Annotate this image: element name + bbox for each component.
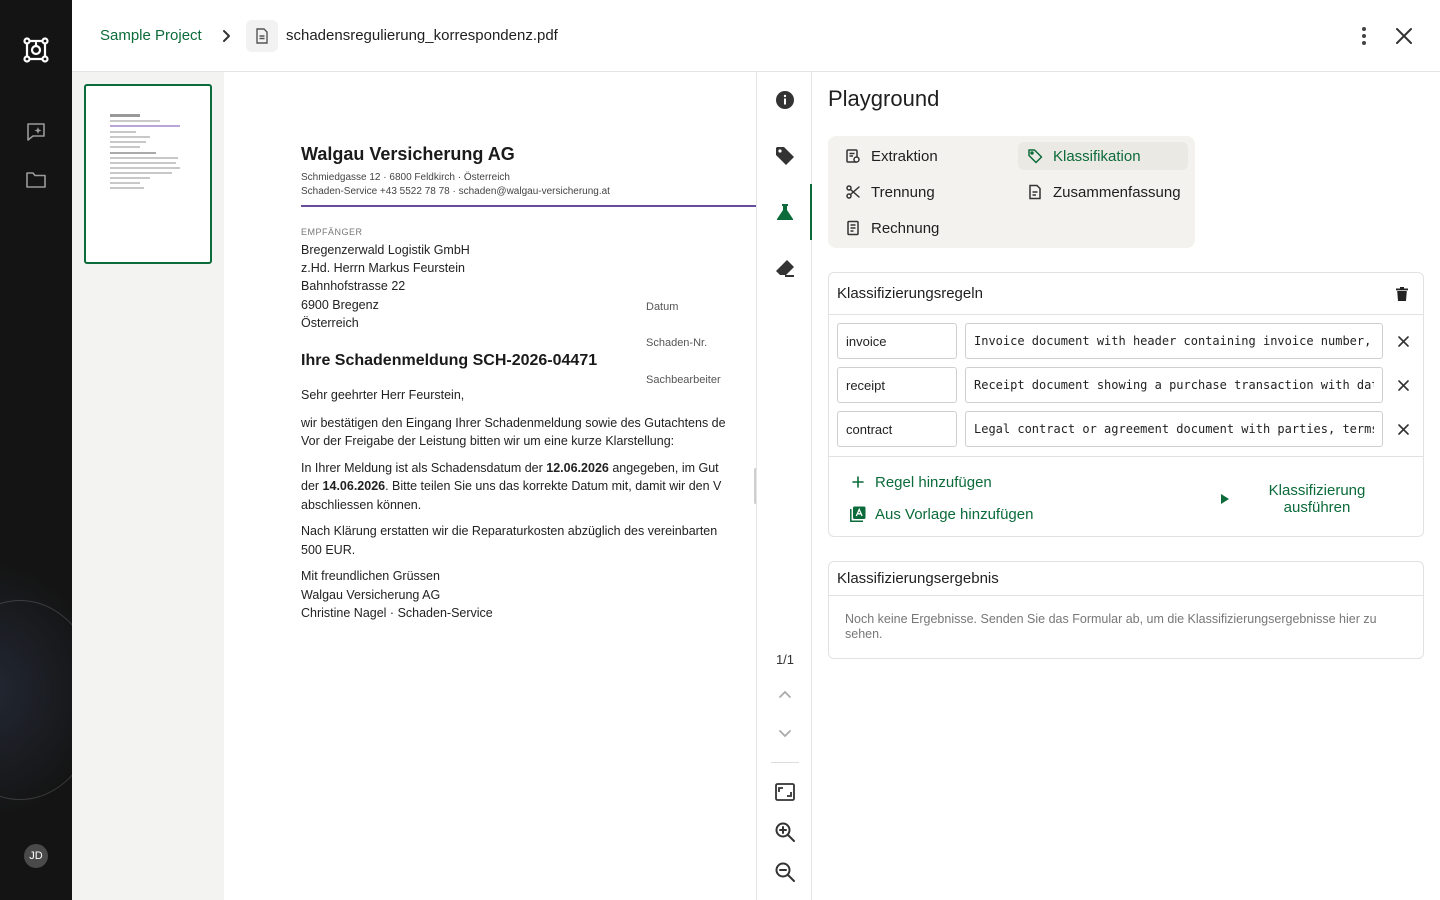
run-classification-button[interactable] <box>1215 479 1395 519</box>
eraser-icon[interactable] <box>773 256 797 280</box>
recipient-line: Bregenzerwald Logistik GmbH <box>301 243 470 257</box>
rules-title: Klassifizierungsregeln <box>837 285 983 302</box>
toolbar-divider <box>771 762 799 763</box>
letter-paragraph-3 <box>301 522 756 559</box>
add-from-template-button[interactable] <box>849 505 1033 523</box>
paragraph-text: der <box>301 479 323 494</box>
tag-icon[interactable] <box>773 144 797 168</box>
letter-closing <box>301 567 756 623</box>
chevron-right-icon <box>216 26 236 46</box>
result-title: Klassifizierungsergebnis <box>837 570 999 587</box>
tab-trennung[interactable] <box>836 178 1006 206</box>
tab-label: Klassifikation <box>1053 147 1141 165</box>
rule-name-input[interactable] <box>837 411 957 447</box>
paragraph-line: 500 EUR. <box>301 542 356 557</box>
breadcrumb-file-name: schadensregulierung_korrespondenz.pdf <box>286 27 558 44</box>
recipient-line: Österreich <box>301 315 359 330</box>
meta-label-handler: Sachbearbeiter <box>646 374 721 386</box>
page-thumbnails <box>72 72 224 900</box>
paragraph-text: In Ihrer Meldung ist als Schadensdatum der <box>301 460 547 475</box>
letter-salutation: Sehr geehrter Herr Feurstein, <box>301 388 465 403</box>
app-rail <box>0 0 72 900</box>
paragraph-line: wir bestätigen den Eingang Ihrer Schadenmeldung sowie des Gutachtens de <box>301 415 726 430</box>
add-rule-button[interactable] <box>849 473 992 491</box>
tab-rechnung[interactable] <box>836 214 1006 242</box>
chevron-down-icon[interactable] <box>773 722 797 746</box>
tab-klassifikation[interactable] <box>1018 142 1188 170</box>
plus-icon <box>849 473 867 491</box>
result-card-header <box>829 562 1423 596</box>
tab-label: Extraktion <box>871 147 938 165</box>
flask-icon[interactable] <box>773 200 797 224</box>
letterhead-company: Walgau Versicherung AG <box>301 144 515 164</box>
closing-line: Mit freundlichen Grüssen <box>301 569 440 584</box>
letter-subject: Ihre Schadenmeldung SCH-2026-04471 <box>301 352 598 370</box>
paragraph-text: angegeben, im Gut <box>608 460 719 475</box>
classification-rules-card <box>828 272 1424 537</box>
remove-rule-icon[interactable] <box>1393 419 1413 439</box>
more-vertical-icon[interactable] <box>1352 24 1376 48</box>
template-icon <box>849 505 867 523</box>
result-empty-message: Noch keine Ergebnisse. Senden Sie das Formular ab, um die Klassifizierungsergebnisse hier zu sehen. <box>845 612 1377 641</box>
chevron-up-icon[interactable] <box>773 682 797 706</box>
close-icon[interactable] <box>1392 24 1416 48</box>
page-indicator: 1/1 <box>775 652 795 667</box>
tag-outline-icon <box>1026 147 1044 165</box>
classification-result-card <box>828 561 1424 659</box>
paragraph-text: . Bitte teilen Sie uns das korrekte Datum mit, damit wir den V <box>385 479 722 494</box>
add-from-template-label: Aus Vorlage hinzufügen <box>875 505 1034 523</box>
rail-decoration <box>0 600 72 800</box>
remove-rule-icon[interactable] <box>1393 375 1413 395</box>
rule-name-input[interactable] <box>837 367 957 403</box>
play-icon <box>1215 489 1235 509</box>
extraction-icon <box>844 147 862 165</box>
meta-label-date: Datum <box>646 301 679 313</box>
recipient-label: EMPFÄNGER <box>301 227 363 237</box>
letterhead-contact: Schaden-Service +43 5522 78 78 · schaden@walgau-versicherung.at <box>301 186 610 197</box>
letterhead-address: Schmiedgasse 12 · 6800 Feldkirch · Österreich <box>301 172 510 183</box>
document-toolbar <box>756 72 812 900</box>
damage-date-report: 14.06.2026 <box>322 479 386 494</box>
meta-label-claim-number: Schaden-Nr. <box>646 337 708 349</box>
letter-paragraph-1 <box>301 414 756 451</box>
tab-label: Trennung <box>871 183 935 201</box>
rule-row <box>829 315 1423 359</box>
top-header <box>72 0 1440 72</box>
recipient-line: Bahnhofstrasse 22 <box>301 279 406 294</box>
remove-rule-icon[interactable] <box>1393 331 1413 351</box>
recipient-line: 6900 Bregenz <box>301 297 379 312</box>
fit-page-icon[interactable] <box>773 780 797 804</box>
paragraph-line: Nach Klärung erstatten wir die Reparaturkosten abzüglich des vereinbarten <box>301 524 718 539</box>
run-classification-label: Klassifizierung ausführen <box>1268 482 1366 516</box>
letterhead-divider <box>301 205 756 207</box>
scissors-icon <box>844 183 862 201</box>
ai-chat-icon[interactable] <box>24 120 48 144</box>
tab-label: Rechnung <box>871 219 940 237</box>
paragraph-text: abschliessen können. <box>301 497 422 512</box>
paragraph-line: Vor der Freigabe der Leistung bitten wir um eine kurze Klarstellung: <box>301 434 675 449</box>
rule-description-input[interactable] <box>965 411 1383 447</box>
rule-row <box>829 359 1423 403</box>
add-rule-label: Regel hinzufügen <box>875 473 992 491</box>
zoom-in-icon[interactable] <box>773 820 797 844</box>
rules-card-header <box>829 273 1423 315</box>
folder-icon[interactable] <box>24 168 48 192</box>
rule-description-input[interactable] <box>965 367 1383 403</box>
breadcrumb-project-link[interactable]: Sample Project <box>100 27 202 44</box>
rule-description-input[interactable] <box>965 323 1383 359</box>
page-thumbnail-1[interactable] <box>84 84 212 264</box>
rule-name-input[interactable] <box>837 323 957 359</box>
tab-extraktion[interactable] <box>836 142 1006 170</box>
closing-line: Walgau Versicherung AG <box>301 587 441 602</box>
tab-zusammenfassung[interactable] <box>1018 178 1188 206</box>
recipient-line: z.Hd. Herrn Markus Feurstein <box>301 261 465 276</box>
trash-icon[interactable] <box>1393 285 1411 303</box>
rule-row <box>829 403 1423 447</box>
info-icon[interactable] <box>773 88 797 112</box>
user-avatar[interactable]: JD <box>24 844 48 868</box>
receipt-icon <box>844 219 862 237</box>
zoom-out-icon[interactable] <box>773 860 797 884</box>
file-type-icon <box>246 20 278 52</box>
tab-label: Zusammenfassung <box>1053 183 1181 201</box>
summary-icon <box>1026 183 1044 201</box>
panel-title: Playground <box>828 86 940 111</box>
document-viewer[interactable] <box>224 72 756 900</box>
damage-date-reported: 12.06.2026 <box>546 460 609 475</box>
letter-paragraph-2 <box>301 459 756 515</box>
app-logo-icon[interactable] <box>22 36 50 64</box>
document-page <box>301 144 756 631</box>
playground-panel <box>812 72 1440 900</box>
closing-line: Christine Nagel · Schaden-Service <box>301 606 493 621</box>
rules-card-footer <box>829 456 1423 536</box>
playground-tabs <box>828 136 1195 248</box>
